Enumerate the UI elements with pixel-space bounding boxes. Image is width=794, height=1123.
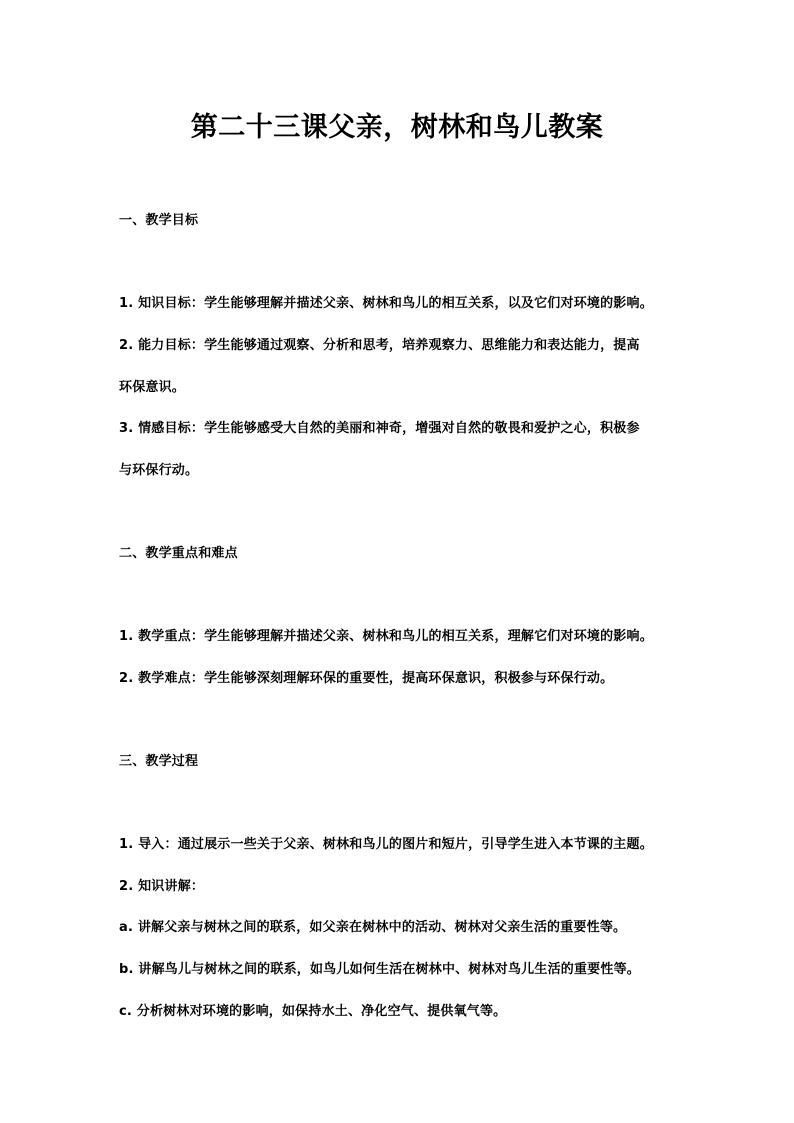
paragraph-line: 1. 导入：通过展示一些关于父亲、树林和鸟儿的图片和短片，引导学生进入本节课的主题。 — [119, 837, 653, 852]
paragraph-line: 1. 知识目标：学生能够理解并描述父亲、树林和鸟儿的相互关系，以及它们对环境的影响。 — [119, 296, 653, 311]
paragraph-line: a. 讲解父亲与树林之间的联系，如父亲在树林中的活动、树林对父亲生活的重要性等。 — [119, 920, 627, 935]
paragraph-line: 与环保行动。 — [119, 463, 199, 478]
section-heading-objectives: 一、教学目标 — [119, 213, 199, 228]
paragraph-line: 2. 知识讲解： — [119, 879, 205, 894]
paragraph-line: c. 分析树林对环境的影响，如保持水土、净化空气、提供氧气等。 — [119, 1004, 507, 1019]
paragraph-line: 3. 情感目标：学生能够感受大自然的美丽和神奇，增强对自然的敬畏和爱护之心，积极参 — [119, 421, 640, 436]
paragraph-line: 1. 教学重点：学生能够理解并描述父亲、树林和鸟儿的相互关系，理解它们对环境的影响。 — [119, 629, 653, 644]
document-title: 第二十三课父亲，树林和鸟儿教案 — [190, 112, 604, 143]
paragraph-line: 2. 教学难点：学生能够深刻理解环保的重要性，提高环保意识，积极参与环保行动。 — [119, 671, 614, 686]
paragraph-line: 环保意识。 — [119, 380, 186, 395]
paragraph-line: b. 讲解鸟儿与树林之间的联系，如鸟儿如何生活在树林中、树林对鸟儿生活的重要性等。 — [119, 962, 640, 977]
paragraph-line: 2. 能力目标：学生能够通过观察、分析和思考，培养观察力、思维能力和表达能力，提高 — [119, 338, 640, 353]
section-heading-process: 三、教学过程 — [119, 754, 199, 769]
section-heading-key-points: 二、教学重点和难点 — [119, 546, 238, 561]
